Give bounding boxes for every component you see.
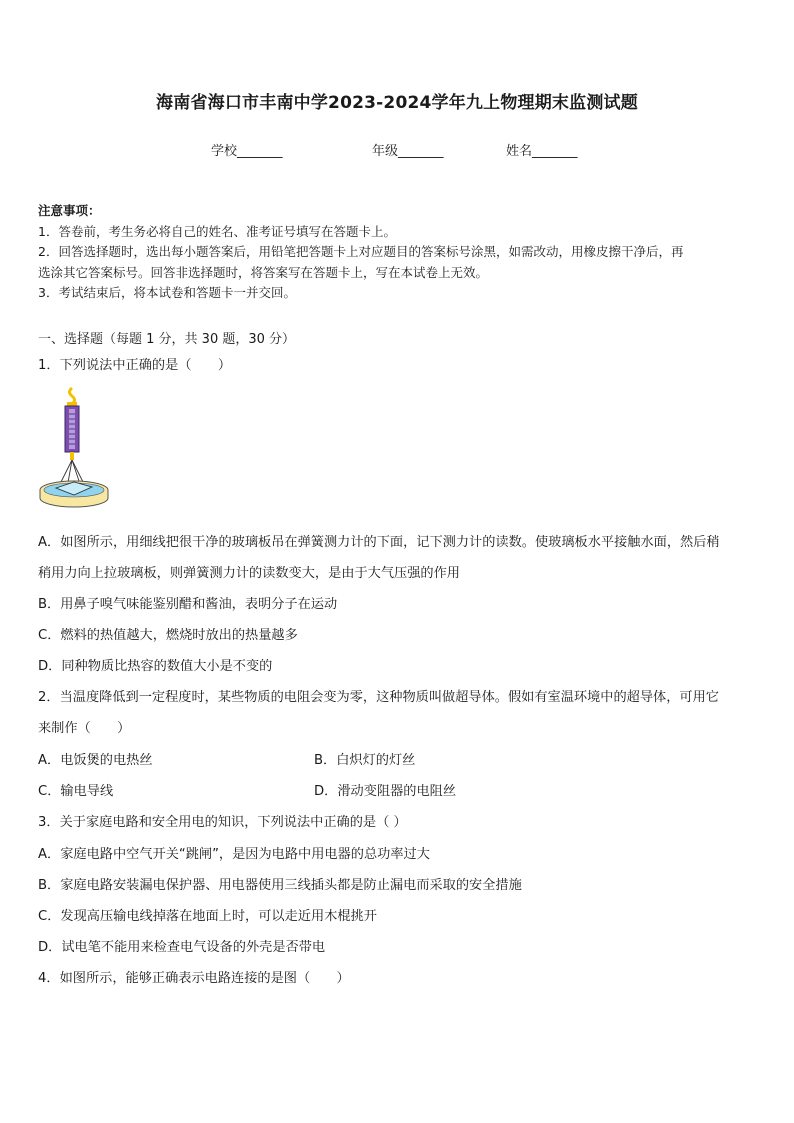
notice-item-1: 1．答卷前，考生务必将自己的姓名、准考证号填写在答题卡上。: [38, 223, 396, 239]
q3-stem: 3．关于家庭电路和安全用电的知识，下列说法中正确的是（ ）: [38, 815, 407, 830]
q1-option-b: B．用鼻子嗅气味能鉴别醋和酱油，表明分子在运动: [38, 597, 338, 612]
notice-item-2-line-1: 2．回答选择题时，选出每小题答案后，用铅笔把答题卡上对应题目的答案标号涂黑，如需改动，用橡皮擦干净后，再: [38, 244, 684, 259]
q3-option-c: C．发现高压输电线掉落在地面上时，可以走近用木棍挑开: [38, 909, 377, 924]
q3-option-b: B．家庭电路安装漏电保护器、用电器使用三线插头都是防止漏电而采取的安全措施: [38, 878, 522, 893]
q2-stem-line-1: 2．当温度降低到一定程度时，某些物质的电阻会变为零，这种物质叫做超导体。假如有室温环境中的超导体，可用它: [38, 690, 719, 705]
spring-scale-figure: [34, 384, 130, 512]
notice-item-2-line-2: 选涂其它答案标号。回答非选择题时，将答案写在答题卡上，写在本试卷上无效。: [38, 264, 489, 280]
notice-heading: 注意事项：: [38, 203, 101, 218]
grade-field: 年级_______: [372, 144, 444, 159]
notice-item-3: 3．考试结束后，将本试卷和答题卡一并交回。: [38, 285, 296, 300]
q1-option-a-line-1: A．如图所示，用细线把很干净的玻璃板吊在弹簧测力计的下面，记下测力计的读数。使玻璃板水平接触水面，然后稍: [38, 535, 720, 550]
q1-option-c: C．燃料的热值越大，燃烧时放出的热量越多: [38, 628, 298, 643]
section-heading-choice: 一、选择题（每题 1 分，共 30 题，30 分）: [38, 332, 296, 347]
school-field: 学校_______: [211, 144, 283, 159]
q2-stem-line-2: 来制作（ ）: [38, 721, 131, 736]
name-field: 姓名_______: [506, 144, 578, 159]
q2-option-d: D．滑动变阻器的电阻丝: [314, 784, 457, 799]
q2-option-b: B．白炽灯的灯丝: [314, 753, 416, 768]
q3-option-d: D．试电笔不能用来检查电气设备的外壳是否带电: [38, 940, 326, 955]
page-title: 海南省海口市丰南中学2023-2024学年九上物理期末监测试题: [156, 93, 638, 113]
q1-stem: 1．下列说法中正确的是（ ）: [38, 358, 232, 373]
q4-stem: 4．如图所示，能够正确表示电路连接的是图（ ）: [38, 971, 350, 986]
q3-option-a: A．家庭电路中空气开关“跳闸”，是因为电路中用电器的总功率过大: [38, 847, 430, 862]
q2-option-a: A．电饭煲的电热丝: [38, 753, 153, 768]
notice-block: [38, 201, 760, 304]
q1-option-a-line-2: 稍用力向上拉玻璃板，则弹簧测力计的读数变大，是由于大气压强的作用: [38, 566, 460, 581]
q2-option-c: C．输电导线: [38, 784, 114, 799]
q1-option-d: D．同种物质比热容的数值大小是不变的: [38, 659, 273, 674]
spring-scale-glass-plate-icon: [34, 384, 130, 512]
